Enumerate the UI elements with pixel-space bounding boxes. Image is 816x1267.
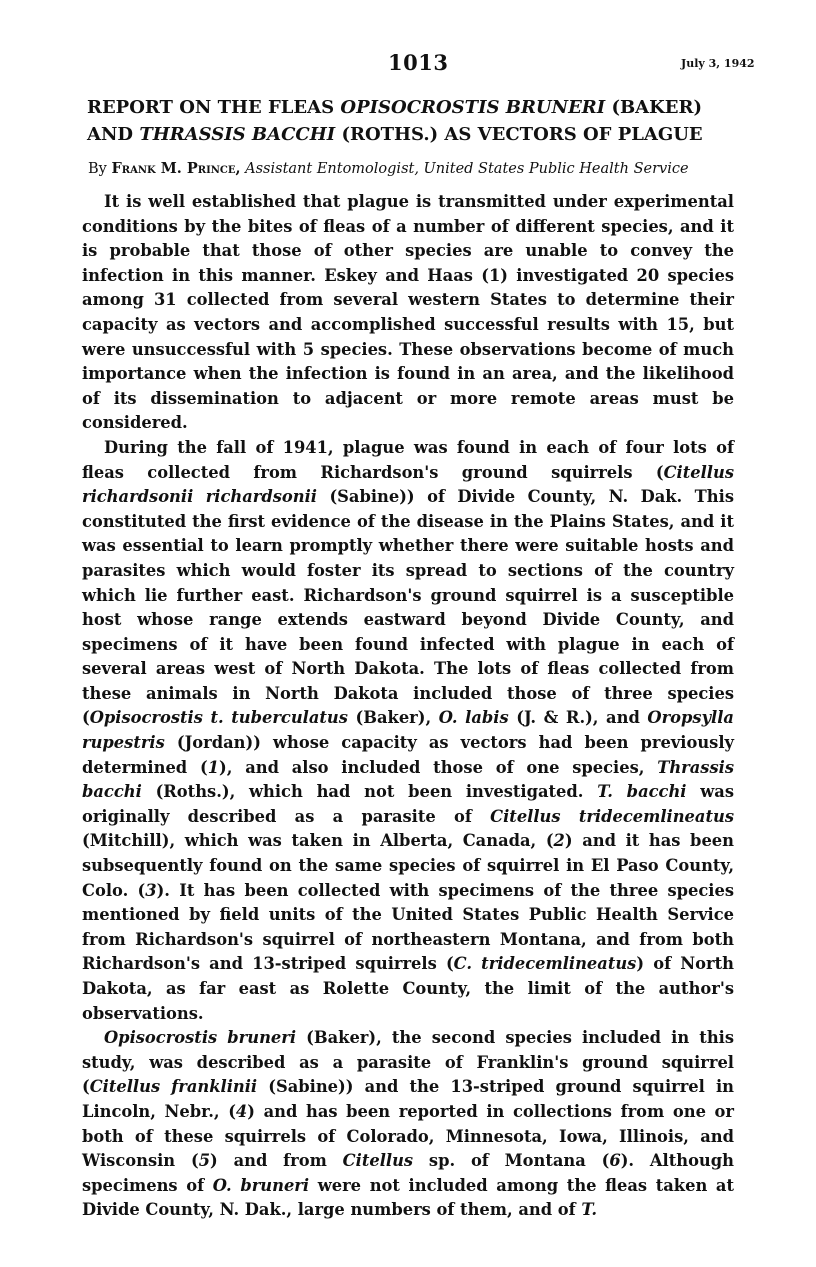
species-name: Citellus [342,1151,414,1171]
paragraph-2 [82,436,734,1026]
title-text: (ROTHS.) AS VECTORS OF PLAGUE [341,124,703,145]
species-name: Oropsylla rupestris [82,708,734,753]
species-name: T. [581,1200,597,1220]
species-name: Citellus richardsonii richardsonii [82,462,734,507]
text-run: (Baker), [347,708,439,728]
species-name: T. bacchi [597,782,687,802]
article-title [87,94,735,148]
species-name: Opisocrostis t. tuberculatus [89,708,348,728]
species-name: Citellus tridecemlineatus [490,806,734,826]
author-affiliation: Assistant Entomologist, United States Public Health Service [245,161,689,177]
reference-number: 1 [207,757,220,777]
species-name: O. bruneri [212,1175,310,1195]
text-run: (Sabine)) of Divide County, N. Dak. This constituted the first evidence of the disease in the Plains States, and it was essential to learn promptly whether there were suitable hosts and parasites which would foster its spread to sections of the country which lie further east. Richardson's ground squirrel is a susceptible host whose range extends eastward beyond Divide County, and specimens of it have been found infected with plague in each of several areas west of North Dakota. The lots of fleas collected from these animals in North Dakota included those of three species ( [82,487,734,728]
text-run: ) and has been reported in collections from one or both of these squirrels of Colorado, Minnesota, Iowa, Illinois, and Wisconsin ( [82,1101,734,1171]
text-run: (J. & R.), and [508,708,648,728]
byline-by: By [88,161,107,177]
author-name: Frank M. Prince, [111,160,241,177]
text-run: (Mitchill), which was taken in Alberta, Canada, ( [82,831,554,851]
issue-date: July 3, 1942 [681,57,755,70]
title-text: AND [87,124,134,145]
text-run: (Jordan)) whose capacity as vectors had been previously determined ( [82,733,734,777]
text-run: ) and it has been subsequently found on the same species of squirrel in El Paso County, Colo. ( [82,831,734,900]
text-run: sp. of Montana ( [413,1151,610,1171]
text-run: ). Although specimens of [82,1151,734,1195]
article-body [82,190,734,1223]
text-run: ) of North Dakota, as far east as Rolette County, the limit of the author's observations. [82,954,734,1023]
title-species: OPISOCROSTIS BRUNERI [340,97,606,118]
reference-number: 3 [145,880,157,900]
text-run: ) and from [210,1151,343,1171]
title-text: (BAKER) [611,97,702,118]
page-number: 1013 [388,50,449,75]
title-text: REPORT ON THE FLEAS [87,97,335,118]
reference-number: 2 [553,831,565,851]
text-run: During the fall of 1941, plague was found in each of four lots of fleas collected from Richardson's ground squirrels ( [82,437,734,482]
reference-number: 4 [235,1101,248,1121]
reference-number: 5 [198,1151,211,1171]
species-name: Opisocrostis bruneri [104,1028,297,1048]
text-run: (Baker), the second species included in this study, was described as a parasite of Franklin's ground squirrel ( [82,1028,735,1097]
byline [88,158,736,180]
paragraph-3 [82,1026,734,1223]
species-name: O. labis [438,708,509,728]
text-run: ), and also included those of one species, [219,757,658,777]
reference-number: 6 [609,1151,621,1171]
title-species: THRASSIS BACCHI [139,124,336,145]
text-run: was originally described as a parasite of [82,782,734,826]
species-name: Citellus franklinii [89,1077,258,1097]
text-run: (Roths.), which had not been investigated. [141,782,598,802]
text-run: (Sabine)) and the 13-striped ground squirrel in Lincoln, Nebr., ( [82,1077,734,1121]
text-run: ). It has been collected with specimens of the three species mentioned by field units of the United States Public Health Service from Richardson's squirrel of northeastern Montana, and from both Richardson's and 13-striped squirrels ( [82,880,734,974]
paragraph-1: It is well established that plague is transmitted under experimental conditions by the bites of fleas of a number of different species, and it is probable that those of other species are unable to convey the infection in this manner. Eskey and Haas (1) investigated 20 species among 31 collected from several western States to determine their capacity as vectors and accomplished successful results with 15, but were unsuccessful with 5 species. These observations become of much importance when the infection is found in an area, and the likelihood of its dissemination to adjacent or more remote areas must be considered. [82,192,734,433]
species-name: C. tridecemlineatus [453,954,637,974]
text-run: were not included among the fleas taken at Divide County, N. Dak., large numbers of them, and of [82,1175,735,1220]
species-name: Thrassis bacchi [82,757,734,802]
